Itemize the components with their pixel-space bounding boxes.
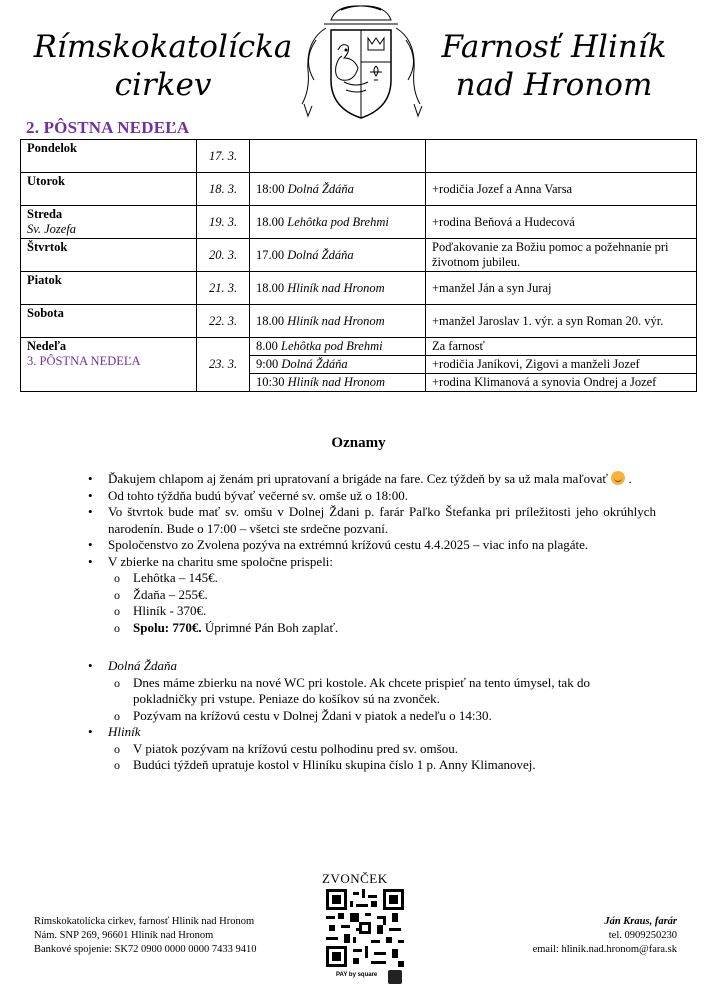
date-cell: 17. 3. xyxy=(197,140,250,173)
list-item: o Dnes máme zbierku na nové WC pri kostole. Ak chcete prispieť na tento úmysel, tak do pokladničky pri vstupe. Peniaze do košíkov sú na zvonček. xyxy=(88,675,656,708)
charity-item: o Lehôtka – 145€. xyxy=(88,570,656,587)
day-cell: Štvrtok xyxy=(21,239,197,272)
coat-of-arms-icon xyxy=(296,0,426,124)
header-right-title xyxy=(420,28,688,104)
parish-heading-text: Hliník xyxy=(108,724,141,739)
date-cell: 19. 3. xyxy=(197,206,250,239)
time-cell xyxy=(250,239,426,272)
header-right-line2: nad Hronom xyxy=(455,67,653,103)
time-cell xyxy=(250,356,426,374)
intention-cell: +rodina Klimanová a synovia Ondrej a Jozef xyxy=(426,374,697,392)
date-cell: 21. 3. xyxy=(197,272,250,305)
time-cell xyxy=(250,305,426,338)
charity-total-label: Spolu: 770€. xyxy=(133,619,202,635)
parish-heading-hlinik xyxy=(88,724,656,741)
header-left-line1: Rímskokatolícka xyxy=(33,29,293,65)
time-cell xyxy=(250,338,426,356)
time-cell xyxy=(250,173,426,206)
parish-heading-dolna xyxy=(88,658,656,675)
footer-line: Rímskokatolícka cirkev, farnosť Hliník nad Hronom xyxy=(34,916,255,927)
list-item: • Od tohto týždňa budú bývať večerné sv. omše už o 18:00. xyxy=(88,488,656,505)
priest-email: email: hlinik.nad.hronom@fara.sk xyxy=(532,944,677,955)
mass-time: 8.00 xyxy=(256,339,278,353)
mass-time: 10:30 xyxy=(256,375,285,389)
table-row xyxy=(21,239,697,272)
mass-time: 18:00 xyxy=(256,181,285,196)
date-cell: 23. 3. xyxy=(197,338,250,392)
day-cell xyxy=(21,338,197,392)
charity-item: o Hliník - 370€. xyxy=(88,603,656,620)
mass-place: Lehôtka pod Brehmi xyxy=(281,339,383,353)
list-item: • Spoločenstvo zo Zvolena pozýva na extrémnú krížovú cestu 4.4.2025 – viac info na plagáte. xyxy=(88,537,656,554)
mass-place: Dolná Ždáňa xyxy=(281,357,348,371)
list-item: o Budúci týždeň upratuje kostol v Hliníku skupina číslo 1 p. Anny Klimanovej. xyxy=(88,757,656,774)
footer-address xyxy=(34,915,257,957)
charity-total-rest: Úprimné Pán Boh zaplať. xyxy=(201,619,339,635)
date-cell: 18. 3. xyxy=(197,173,250,206)
intention-cell xyxy=(426,140,697,173)
time-cell xyxy=(250,206,426,239)
mass-time: 9:00 xyxy=(256,357,279,371)
table-row xyxy=(21,206,697,239)
priest-name: Ján Kraus, farár xyxy=(604,916,677,927)
announcements-list xyxy=(88,471,656,774)
charity-item: o Ždaňa – 255€. xyxy=(88,587,656,604)
intention-cell: Poďakovanie za Božiu pomoc a požehnanie pri životnom jubileu. xyxy=(426,239,697,272)
mass-place: Lehôtka pod Brehmi xyxy=(287,214,389,229)
mass-time: 18.00 xyxy=(256,214,285,229)
time-cell xyxy=(250,374,426,392)
mass-place: Hliník nad Hronom xyxy=(287,375,386,389)
day-cell: Sobota xyxy=(21,305,197,338)
header-left-title xyxy=(18,28,308,104)
pay-by-square-label: PAY by square xyxy=(336,972,378,978)
footer-line: Bankové spojenie: SK72 0900 0000 0000 7433 9410 xyxy=(34,944,257,955)
list-item: • Vo štvrtok bude mať sv. omšu v Dolnej Ždani p. farár Paľko Štefanka pri príležitosti jeho okrúhlych narodenín. Bude o 17:00 – všetci ste srdečne pozvaní. xyxy=(88,504,656,537)
header-right-line1: Farnosť Hliník xyxy=(441,29,667,65)
mass-time: 18.00 xyxy=(256,313,285,328)
list-item: • Ďakujem chlapom aj ženám pri upratovaní a brigáde na fare. Cez týždeň by sa už mala maľovať . xyxy=(88,471,656,488)
mass-place: Dolná Ždáňa xyxy=(287,181,354,196)
list-item: o V piatok pozývam na krížovú cestu polhodinu pred sv. omšou. xyxy=(88,741,656,758)
mass-schedule-table xyxy=(20,139,697,392)
table-row xyxy=(21,338,697,356)
date-cell: 22. 3. xyxy=(197,305,250,338)
intention-cell: +manžel Ján a syn Juraj xyxy=(426,272,697,305)
charity-total xyxy=(88,620,656,637)
day-note: Sv. Jozefa xyxy=(27,222,77,236)
footer-contact xyxy=(533,915,677,957)
mass-place: Hliník nad Hronom xyxy=(287,280,385,295)
day-name: Nedeľa xyxy=(27,339,67,353)
list-item: o Pozývam na krížovú cestu v Dolnej Ždani v piatok a nedeľu o 14:30. xyxy=(88,708,656,725)
intention-cell: +rodina Beňová a Hudecová xyxy=(426,206,697,239)
footer-line: Nám. SNP 269, 96601 Hliník nad Hronom xyxy=(34,930,214,941)
time-cell xyxy=(250,140,426,173)
date-cell: 20. 3. xyxy=(197,239,250,272)
mass-time: 18.00 xyxy=(256,280,285,295)
sunday-title: 2. PÔSTNA NEDEĽA xyxy=(26,118,190,137)
table-row xyxy=(21,140,697,173)
mass-place: Dolná Ždáňa xyxy=(287,247,354,262)
mass-place: Hliník nad Hronom xyxy=(287,313,385,328)
table-row xyxy=(21,272,697,305)
table-row xyxy=(21,173,697,206)
day-cell: Utorok xyxy=(21,173,197,206)
qr-label: ZVONČEK xyxy=(322,871,388,886)
table-row xyxy=(21,305,697,338)
list-item: • V zbierke na charitu sme spoločne prispeli: xyxy=(88,554,656,571)
day-note: 3. PÔSTNA NEDEĽA xyxy=(27,354,141,368)
day-cell: Piatok xyxy=(21,272,197,305)
smiley-icon xyxy=(611,471,625,485)
header-left-line2: cirkev xyxy=(114,67,212,103)
parish-heading-text: Dolná Ždaňa xyxy=(108,658,177,673)
announcements-title: Oznamy xyxy=(331,435,386,451)
qr-code-icon xyxy=(326,889,404,967)
mass-time: 17.00 xyxy=(256,247,285,262)
priest-phone: tel. 0909250230 xyxy=(608,930,677,941)
notice-text: Ďakujem chlapom aj ženám pri upratovaní a brigáde na fare. Cez týždeň by sa už mala maľovať xyxy=(108,471,608,486)
intention-cell: +rodičia Janíkovi, Zigovi a manželi Jozef xyxy=(426,356,697,374)
day-cell: Pondelok xyxy=(21,140,197,173)
intention-cell: +manžel Jaroslav 1. výr. a syn Roman 20. výr. xyxy=(426,305,697,338)
intention-cell: Za farnosť xyxy=(426,338,697,356)
intention-cell: +rodičia Jozef a Anna Varsa xyxy=(426,173,697,206)
time-cell xyxy=(250,272,426,305)
pay-by-square-logo-icon xyxy=(388,970,402,984)
day-name: Streda xyxy=(27,207,63,221)
day-cell xyxy=(21,206,197,239)
